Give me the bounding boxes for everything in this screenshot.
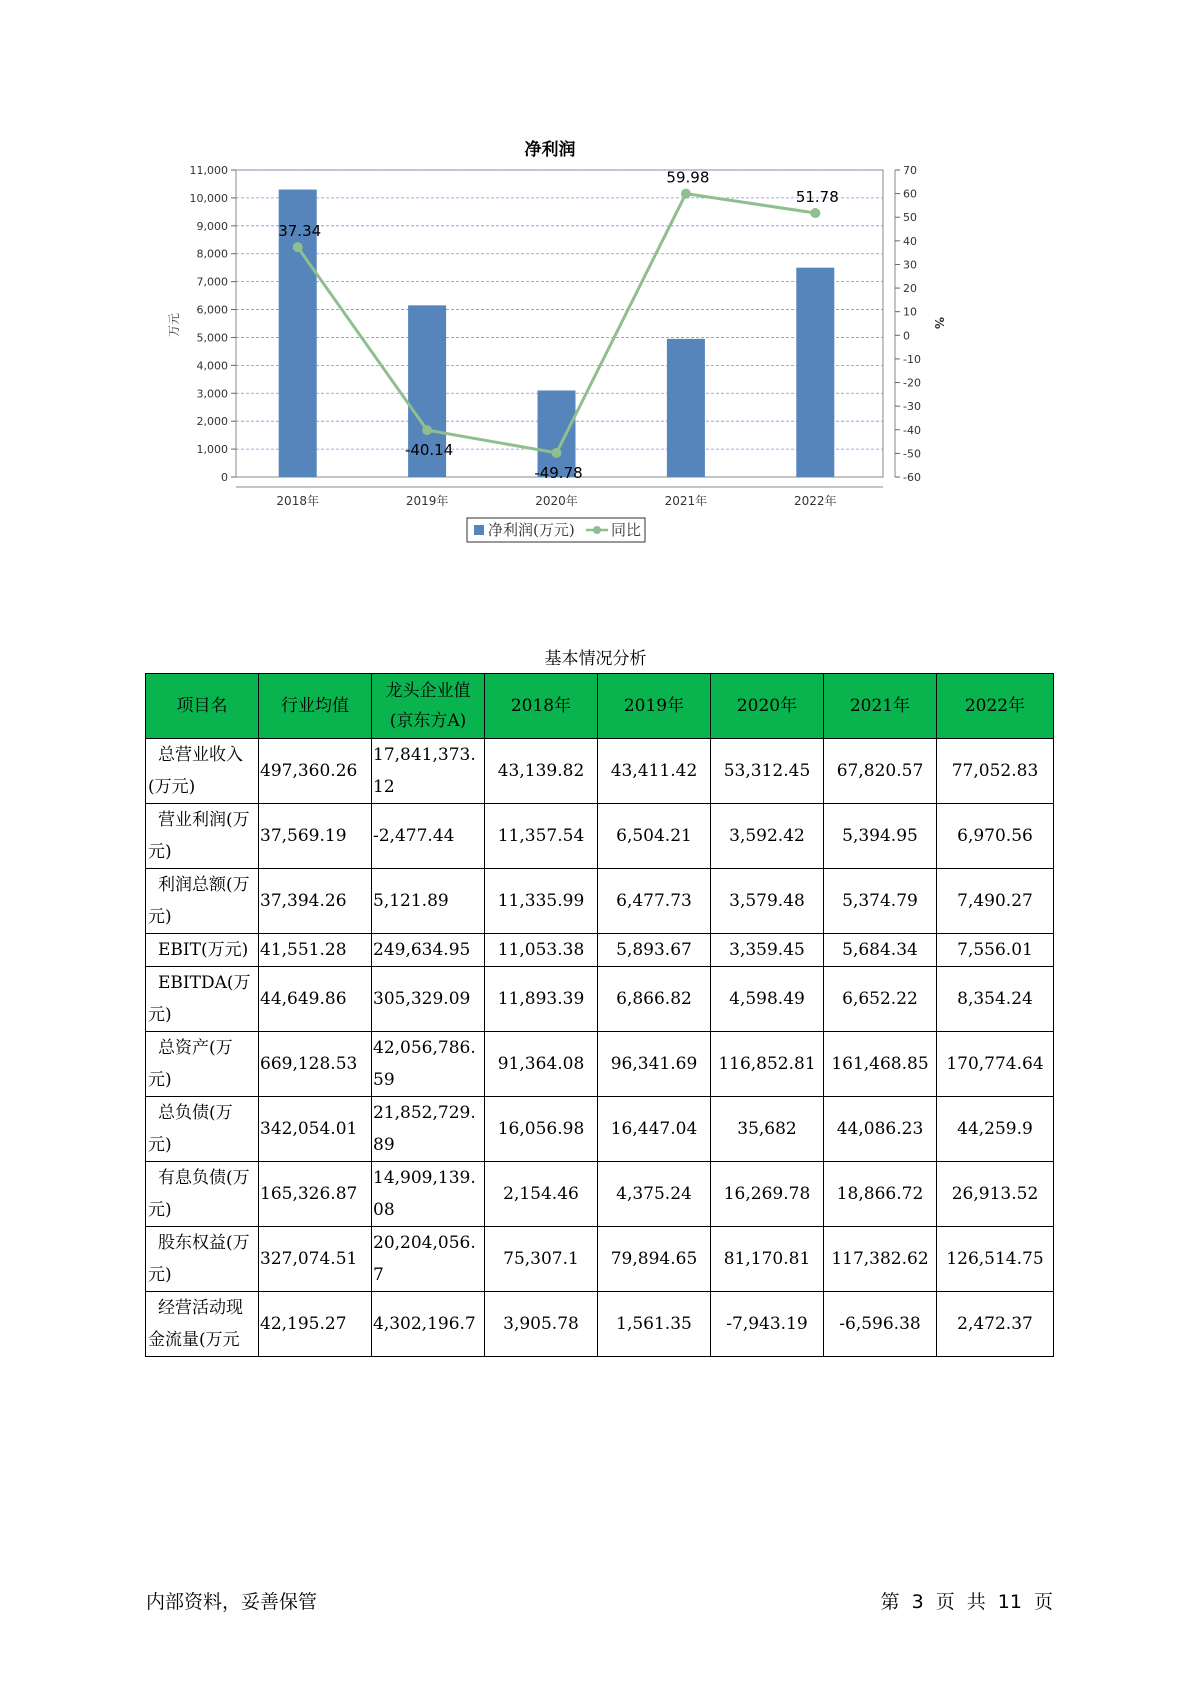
- data-label: 37.34: [278, 222, 322, 241]
- table-header-cell: 2018年: [485, 674, 598, 739]
- table-cell: 249,634.95: [372, 934, 485, 967]
- chart-title: 净利润: [524, 140, 576, 160]
- table-cell: 37,569.19: [259, 804, 372, 869]
- table-cell: 43,139.82: [485, 739, 598, 804]
- y2-tick-label: 40: [903, 234, 917, 248]
- x-tick-label: 2021年: [664, 494, 708, 508]
- table-cell: 11,335.99: [485, 869, 598, 934]
- table-cell: 4,302,196.7: [372, 1292, 485, 1357]
- row-label-cell: 股东权益(万元): [146, 1227, 259, 1292]
- table-header-cell: 2019年: [598, 674, 711, 739]
- table-cell: 26,913.52: [937, 1162, 1054, 1227]
- table-cell: 44,259.9: [937, 1097, 1054, 1162]
- data-label: 59.98: [666, 168, 710, 187]
- analysis-table-wrap: [145, 673, 1053, 1357]
- row-label-cell: 营业利润(万元): [146, 804, 259, 869]
- row-label-cell: 有息负债(万元): [146, 1162, 259, 1227]
- table-cell: 3,579.48: [711, 869, 824, 934]
- table-row: [146, 739, 1054, 804]
- y2-tick-label: -20: [903, 376, 921, 390]
- y-axis-title: 万元: [167, 312, 181, 338]
- table-cell: 81,170.81: [711, 1227, 824, 1292]
- legend-bar-swatch: [474, 525, 484, 535]
- table-cell: 5,684.34: [824, 934, 937, 967]
- yoy-point: [293, 242, 303, 252]
- table-cell: 116,852.81: [711, 1032, 824, 1097]
- table-cell: 6,477.73: [598, 869, 711, 934]
- table-cell: -6,596.38: [824, 1292, 937, 1357]
- legend-label-net-profit: 净利润(万元): [488, 521, 575, 539]
- table-header-row: [146, 674, 1054, 739]
- y-tick-label: 11,000: [189, 164, 228, 177]
- footer-page-number: 第 3 页 共 11 页: [880, 1591, 1053, 1613]
- table-cell: 7,490.27: [937, 869, 1054, 934]
- table-cell: 1,561.35: [598, 1292, 711, 1357]
- table-row: [146, 1097, 1054, 1162]
- y-tick-label: 1,000: [196, 443, 228, 457]
- table-cell: 21,852,729.89: [372, 1097, 485, 1162]
- table-cell: 44,086.23: [824, 1097, 937, 1162]
- footer-confidential-note: 内部资料，妥善保管: [146, 1591, 318, 1613]
- table-cell: 91,364.08: [485, 1032, 598, 1097]
- table-row: [146, 1227, 1054, 1292]
- chart-svg: [150, 130, 1050, 600]
- table-cell: 2,154.46: [485, 1162, 598, 1227]
- table-cell: 16,269.78: [711, 1162, 824, 1227]
- table-cell: 14,909,139.08: [372, 1162, 485, 1227]
- table-cell: 79,894.65: [598, 1227, 711, 1292]
- y2-tick-label: -60: [903, 471, 921, 484]
- table-cell: 4,375.24: [598, 1162, 711, 1227]
- x-tick-label: 2018年: [276, 494, 319, 508]
- y-tick-label: 8,000: [196, 247, 228, 261]
- y2-tick-label: -10: [903, 352, 921, 366]
- y2-tick-label: 50: [903, 211, 917, 225]
- table-cell: 2,472.37: [937, 1292, 1054, 1357]
- table-cell: 327,074.51: [259, 1227, 372, 1292]
- table-cell: 11,053.38: [485, 934, 598, 967]
- table-cell: 67,820.57: [824, 739, 937, 804]
- table-cell: 42,195.27: [259, 1292, 372, 1357]
- yoy-point: [681, 189, 691, 199]
- table-cell: 96,341.69: [598, 1032, 711, 1097]
- table-row: [146, 934, 1054, 967]
- table-cell: 11,357.54: [485, 804, 598, 869]
- table-cell: -7,943.19: [711, 1292, 824, 1357]
- table-cell: 7,556.01: [937, 934, 1054, 967]
- x-tick-label: 2019年: [405, 494, 449, 508]
- y2-tick-label: -50: [903, 447, 921, 461]
- table-cell: 41,551.28: [259, 934, 372, 967]
- table-cell: 161,468.85: [824, 1032, 937, 1097]
- table-caption: 基本情况分析: [544, 649, 647, 669]
- table-cell: 5,394.95: [824, 804, 937, 869]
- table-cell: 37,394.26: [259, 869, 372, 934]
- table-cell: -2,477.44: [372, 804, 485, 869]
- table-row: [146, 804, 1054, 869]
- row-label-cell: 总营业收入(万元): [146, 739, 259, 804]
- table-cell: 165,326.87: [259, 1162, 372, 1227]
- y2-tick-label: 10: [903, 305, 917, 319]
- y-tick-label: 5,000: [196, 331, 228, 345]
- y2-tick-label: -40: [903, 423, 921, 437]
- yoy-point: [422, 425, 432, 435]
- table-cell: 16,056.98: [485, 1097, 598, 1162]
- table-cell: 43,411.42: [598, 739, 711, 804]
- table-cell: 305,329.09: [372, 967, 485, 1032]
- y-tick-label: 10,000: [189, 191, 228, 205]
- table-cell: 18,866.72: [824, 1162, 937, 1227]
- analysis-table: [145, 673, 1054, 1357]
- row-label-cell: 经营活动现金流量(万元: [146, 1292, 259, 1357]
- table-cell: 126,514.75: [937, 1227, 1054, 1292]
- table-cell: 8,354.24: [937, 967, 1054, 1032]
- row-label-cell: 总负债(万元): [146, 1097, 259, 1162]
- table-cell: 42,056,786.59: [372, 1032, 485, 1097]
- table-header-cell: 2021年: [824, 674, 937, 739]
- table-cell: 3,592.42: [711, 804, 824, 869]
- table-cell: 17,841,373.12: [372, 739, 485, 804]
- table-cell: 4,598.49: [711, 967, 824, 1032]
- data-label: -49.78: [534, 463, 583, 482]
- y-tick-label: 7,000: [196, 275, 228, 289]
- row-label-cell: EBITDA(万元): [146, 967, 259, 1032]
- net-profit-chart: [150, 130, 1050, 600]
- data-label: 51.78: [795, 188, 839, 207]
- table-cell: 6,504.21: [598, 804, 711, 869]
- legend-line-marker: [593, 526, 601, 534]
- table-row: [146, 1292, 1054, 1357]
- row-label-cell: 总资产(万元): [146, 1032, 259, 1097]
- y2-tick-label: 20: [903, 282, 917, 296]
- y2-tick-label: 30: [903, 258, 917, 272]
- yoy-point: [810, 208, 820, 218]
- table-row: [146, 1162, 1054, 1227]
- y-tick-label: 0: [221, 471, 228, 484]
- y-tick-label: 9,000: [196, 219, 228, 233]
- table-cell: 5,121.89: [372, 869, 485, 934]
- data-label: -40.14: [404, 441, 454, 460]
- y2-tick-label: 70: [903, 164, 917, 177]
- row-label-cell: 利润总额(万元): [146, 869, 259, 934]
- table-cell: 669,128.53: [259, 1032, 372, 1097]
- y-tick-label: 4,000: [196, 359, 228, 373]
- table-cell: 35,682: [711, 1097, 824, 1162]
- y2-axis-title: %: [932, 316, 946, 330]
- table-cell: 3,359.45: [711, 934, 824, 967]
- table-cell: 20,204,056.7: [372, 1227, 485, 1292]
- table-header-cell: 项目名: [146, 674, 259, 739]
- y-tick-label: 3,000: [196, 387, 228, 401]
- table-header-cell: 2020年: [711, 674, 824, 739]
- table-cell: 77,052.83: [937, 739, 1054, 804]
- table-cell: 75,307.1: [485, 1227, 598, 1292]
- table-header-cell: 龙头企业值(京东方A): [372, 674, 485, 739]
- y2-tick-label: -30: [903, 400, 921, 414]
- table-row: [146, 869, 1054, 934]
- table-cell: 170,774.64: [937, 1032, 1054, 1097]
- table-cell: 117,382.62: [824, 1227, 937, 1292]
- y-tick-label: 2,000: [196, 415, 228, 429]
- table-cell: 16,447.04: [598, 1097, 711, 1162]
- y2-tick-label: 60: [903, 187, 917, 201]
- table-cell: 6,970.56: [937, 804, 1054, 869]
- x-tick-label: 2020年: [535, 494, 578, 508]
- table-cell: 53,312.45: [711, 739, 824, 804]
- table-cell: 342,054.01: [259, 1097, 372, 1162]
- table-header-cell: 行业均值: [259, 674, 372, 739]
- x-tick-label: 2022年: [794, 494, 837, 508]
- y2-tick-label: 0: [903, 329, 910, 343]
- yoy-point: [552, 448, 562, 458]
- table-cell: 6,652.22: [824, 967, 937, 1032]
- table-cell: 497,360.26: [259, 739, 372, 804]
- bar: [796, 268, 834, 477]
- table-cell: 3,905.78: [485, 1292, 598, 1357]
- row-label-cell: EBIT(万元): [146, 934, 259, 967]
- table-cell: 5,374.79: [824, 869, 937, 934]
- table-header-cell: 2022年: [937, 674, 1054, 739]
- table-cell: 11,893.39: [485, 967, 598, 1032]
- y-tick-label: 6,000: [196, 303, 228, 317]
- legend-label-yoy: 同比: [611, 521, 642, 539]
- table-row: [146, 1032, 1054, 1097]
- table-cell: 44,649.86: [259, 967, 372, 1032]
- table-row: [146, 967, 1054, 1032]
- table-cell: 5,893.67: [598, 934, 711, 967]
- bar: [667, 339, 705, 477]
- table-cell: 6,866.82: [598, 967, 711, 1032]
